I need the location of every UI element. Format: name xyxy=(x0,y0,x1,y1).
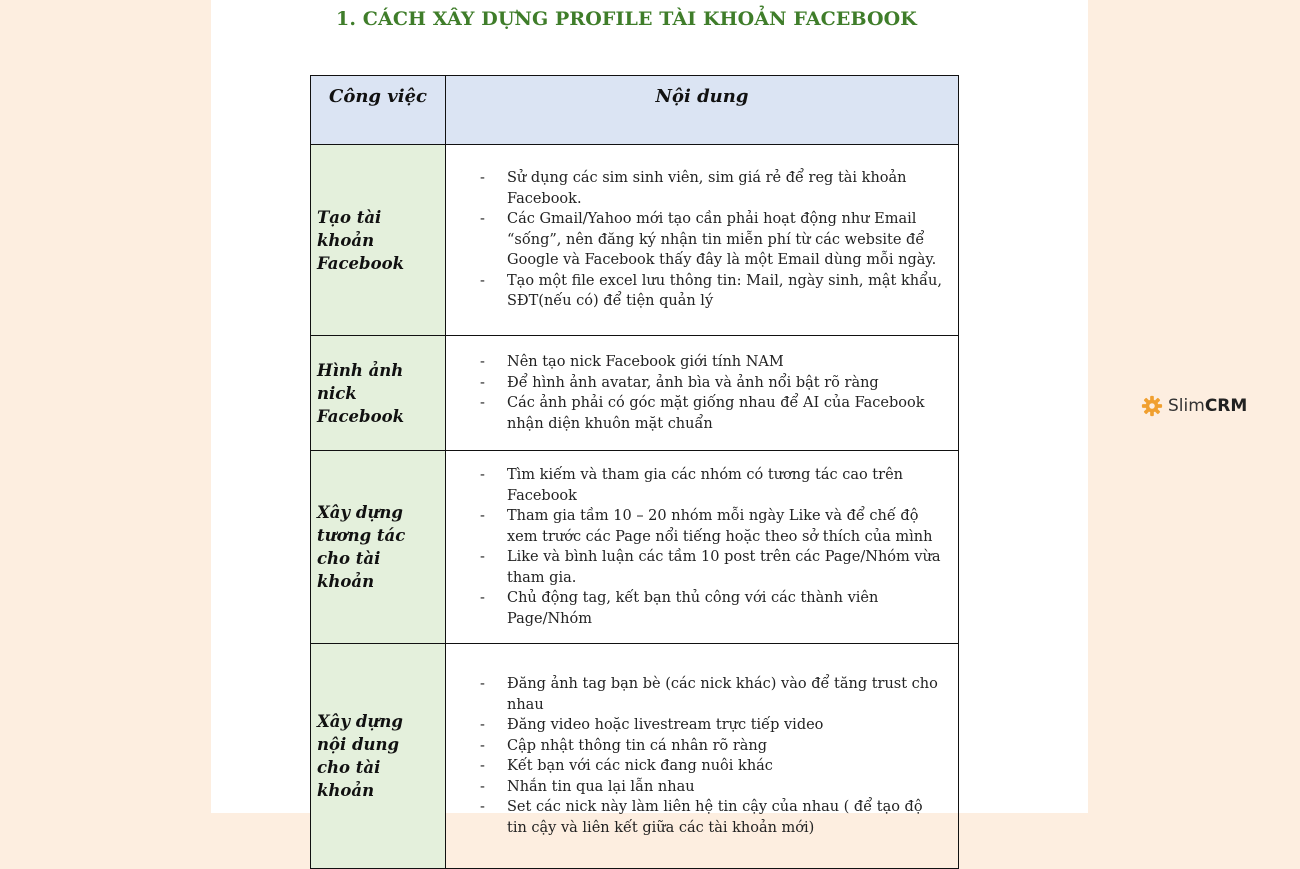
list-item: - Để hình ảnh avatar, ảnh bìa và ảnh nổi bật rõ ràng xyxy=(480,373,946,394)
list-item: - Nên tạo nick Facebook giới tính NAM xyxy=(480,352,946,373)
list-item: - Tham gia tầm 10 – 20 nhóm mỗi ngày Like và để chế độ xem trước các Page nổi tiếng hoặc theo sở thích của mình xyxy=(480,506,946,547)
list-item: - Like và bình luận các tầm 10 post trên các Page/Nhóm vừa tham gia. xyxy=(480,547,946,588)
list-item: - Đăng ảnh tag bạn bè (các nick khác) vào để tăng trust cho nhau xyxy=(480,674,946,715)
task-cell: Tạo tài khoản Facebook xyxy=(311,145,446,336)
list-item: - Các Gmail/Yahoo mới tạo cần phải hoạt động như Email “sống”, nên đăng ký nhận tin miễn phí từ các website để Google và Facebook thấy đây là một Email dùng mỗi ngày. xyxy=(480,209,946,271)
list-item: - Các ảnh phải có góc mặt giống nhau để AI của Facebook nhận diện khuôn mặt chuẩn xyxy=(480,393,946,434)
table-row xyxy=(311,336,959,451)
content-cell xyxy=(446,336,959,451)
section-heading: 1. CÁCH XÂY DỰNG PROFILE TÀI KHOẢN FACEBOOK xyxy=(336,8,917,30)
table-header-row xyxy=(311,76,959,145)
list-item: - Kết bạn với các nick đang nuôi khác xyxy=(480,756,946,777)
content-cell xyxy=(446,644,959,869)
task-cell: Xây dựng tương tác cho tài khoản xyxy=(311,451,446,644)
profile-table xyxy=(310,75,959,869)
task-cell: Hình ảnh nick Facebook xyxy=(311,336,446,451)
list-item: - Chủ động tag, kết bạn thủ công với các thành viên Page/Nhóm xyxy=(480,588,946,629)
list-item: - Đăng video hoặc livestream trực tiếp video xyxy=(480,715,946,736)
table-row xyxy=(311,451,959,644)
task-cell: Xây dựng nội dung cho tài khoản xyxy=(311,644,446,869)
list-item: - Nhắn tin qua lại lẫn nhau xyxy=(480,777,946,798)
list-item: - Sử dụng các sim sinh viên, sim giá rẻ để reg tài khoản Facebook. xyxy=(480,168,946,209)
list-item: - Set các nick này làm liên hệ tin cậy của nhau ( để tạo độ tin cậy và liên kết giữa các tài khoản mới) xyxy=(480,797,946,838)
list-item: - Cập nhật thông tin cá nhân rõ ràng xyxy=(480,736,946,757)
table-row xyxy=(311,145,959,336)
brand-prefix: Slim xyxy=(1168,396,1205,416)
list-item: - Tìm kiếm và tham gia các nhóm có tương tác cao trên Facebook xyxy=(480,465,946,506)
table-row xyxy=(311,644,959,869)
content-cell xyxy=(446,451,959,644)
content-cell xyxy=(446,145,959,336)
header-task: Công việc xyxy=(311,76,446,145)
header-content: Nội dung xyxy=(446,76,959,145)
gear-icon xyxy=(1141,395,1163,417)
brand-suffix: CRM xyxy=(1204,396,1248,416)
slimcrm-logo xyxy=(1141,395,1247,417)
document-page xyxy=(211,0,1088,836)
list-item: - Tạo một file excel lưu thông tin: Mail, ngày sinh, mật khẩu, SĐT(nếu có) để tiện quản lý xyxy=(480,271,946,312)
